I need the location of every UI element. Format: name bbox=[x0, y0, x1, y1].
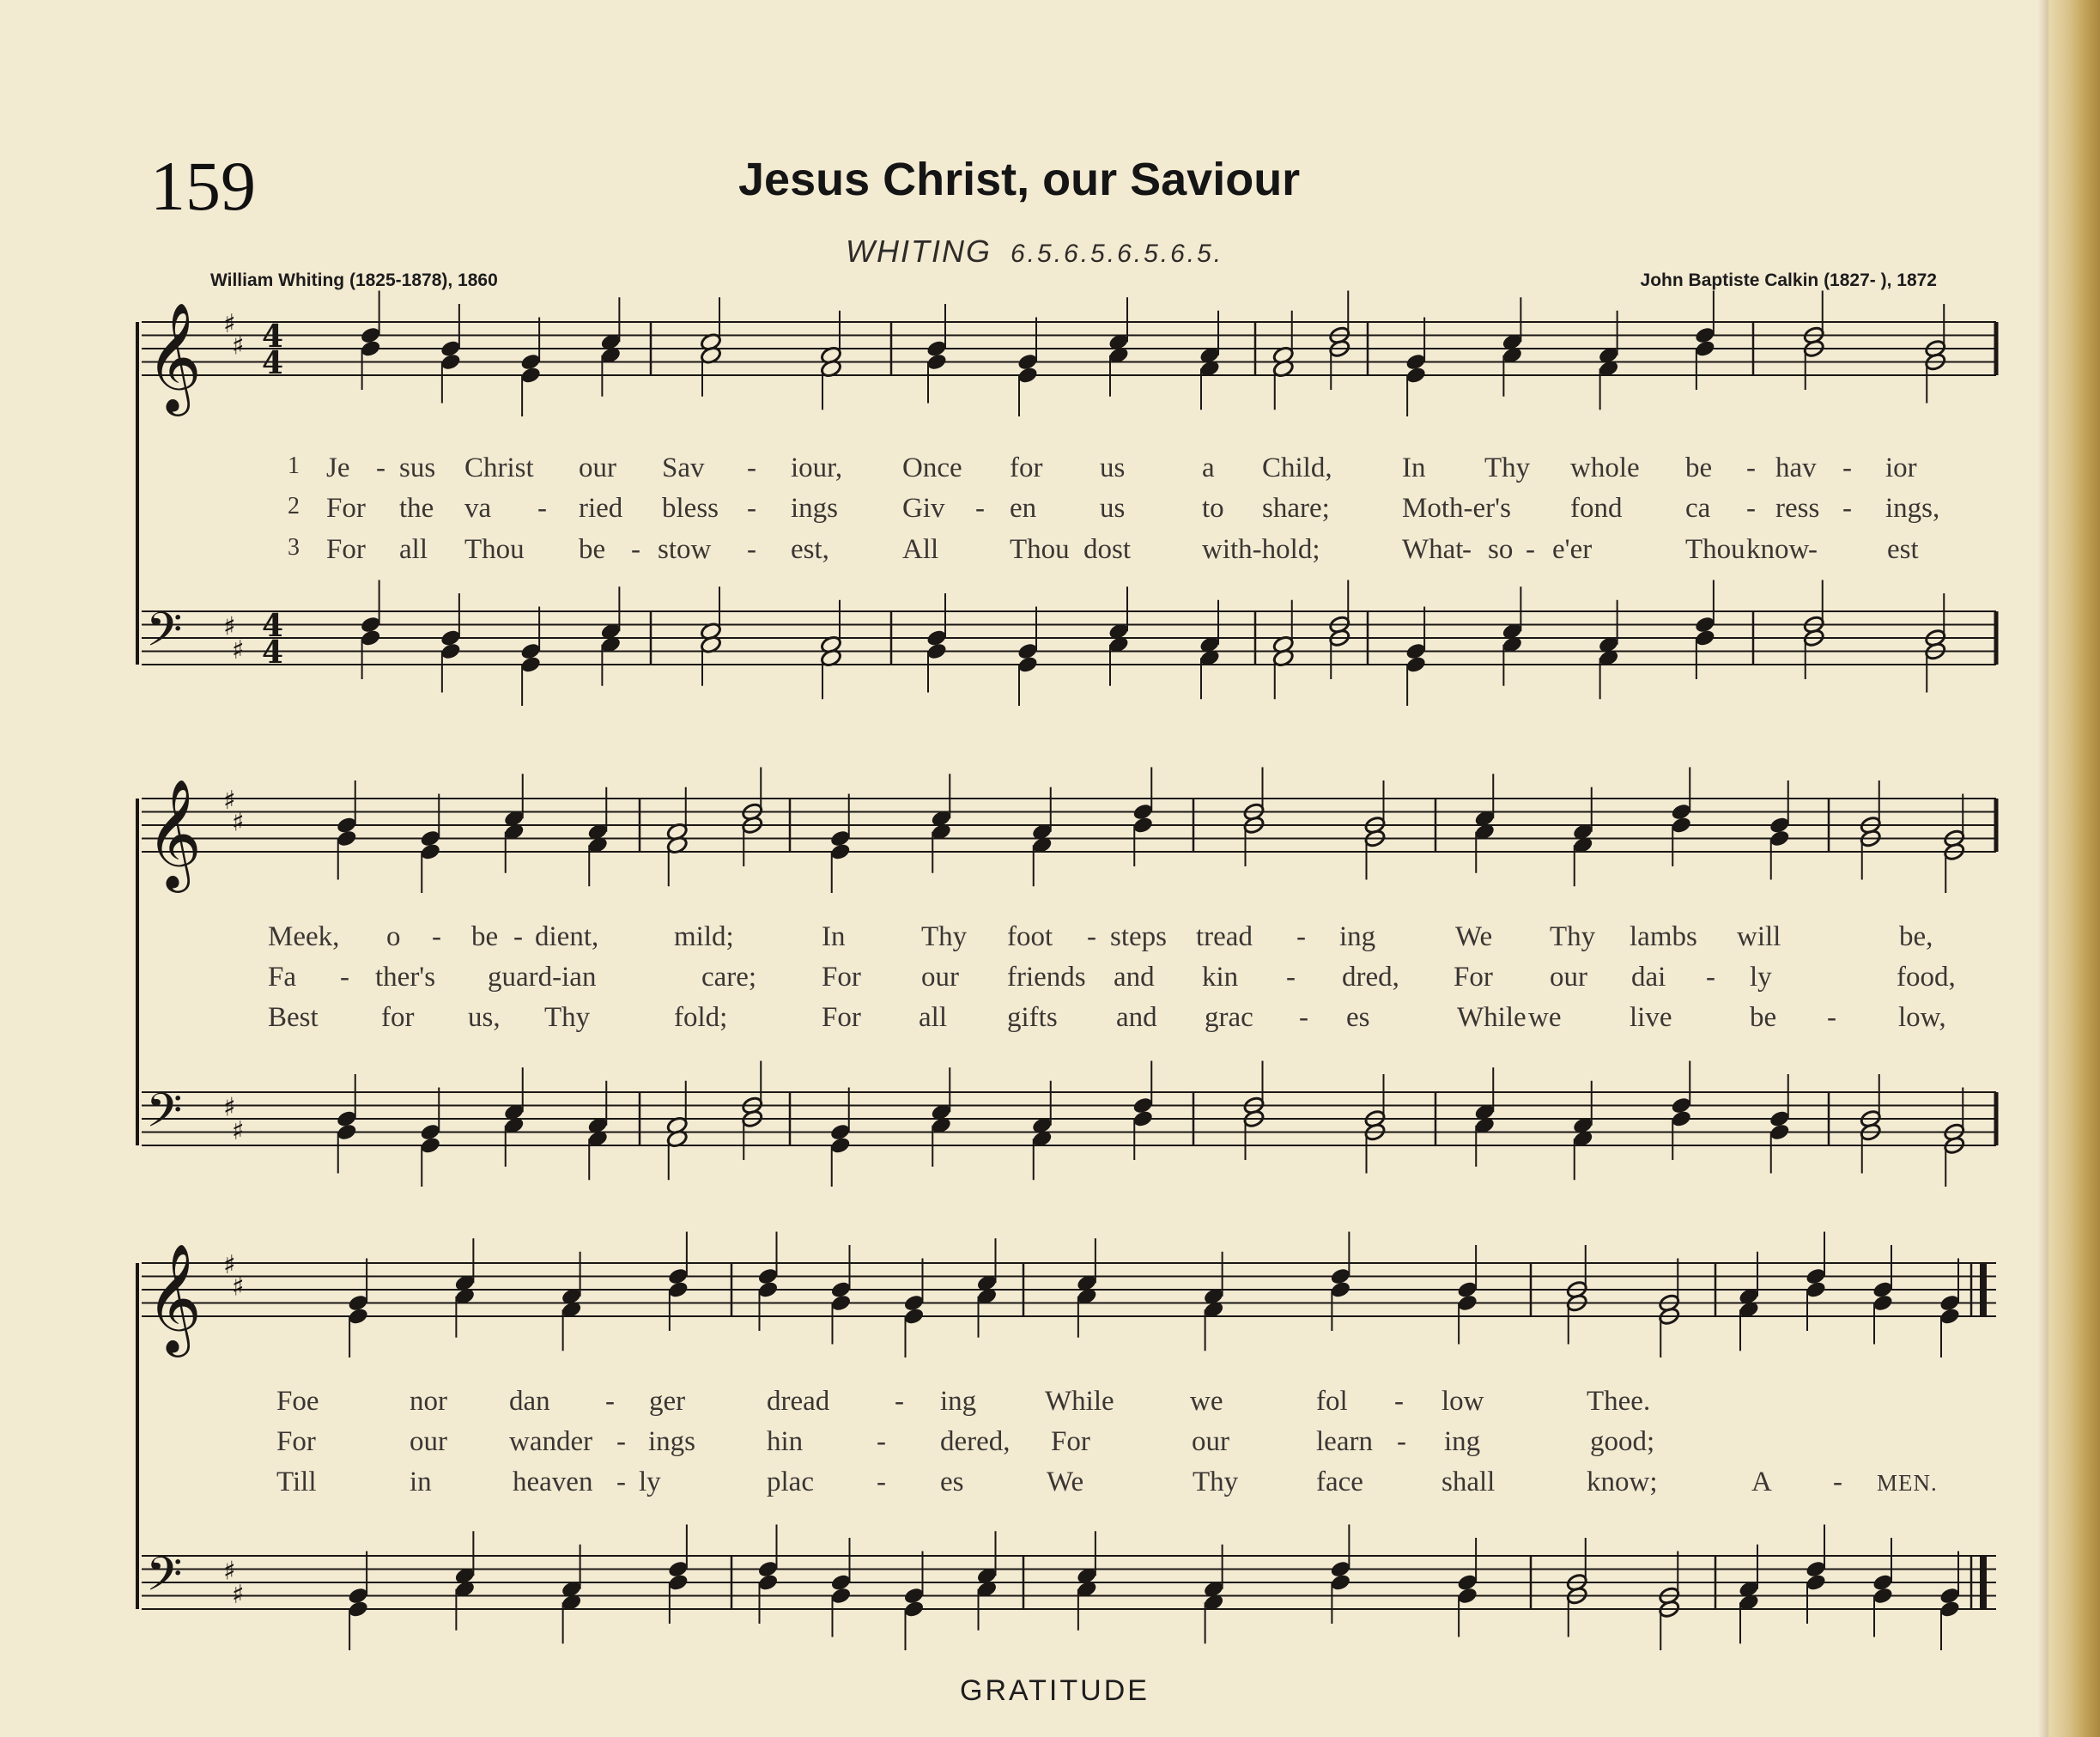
lyric-syllable: - bbox=[747, 493, 756, 524]
lyric-syllable: Foe bbox=[276, 1386, 319, 1417]
lyric-syllable: In bbox=[1402, 452, 1426, 483]
lyric-syllable: - bbox=[432, 921, 441, 952]
lyric-syllable: fold; bbox=[674, 1002, 728, 1033]
lyric-syllable: Thy bbox=[544, 1002, 591, 1033]
lyric-syllable: so bbox=[1488, 534, 1514, 565]
lyric-syllable: fond bbox=[1570, 493, 1623, 524]
lyric-syllable: - bbox=[1296, 921, 1306, 952]
lyric-syllable: Thou bbox=[1010, 534, 1070, 565]
verse-line bbox=[0, 1426, 2100, 1461]
bass-clef-icon: 𝄢 bbox=[146, 1546, 183, 1613]
lyric-syllable: Thou bbox=[464, 534, 525, 565]
lyric-syllable: Christ bbox=[464, 452, 534, 483]
verse-line bbox=[0, 962, 2100, 996]
verse-line bbox=[0, 1467, 2100, 1501]
lyric-syllable: Till bbox=[276, 1467, 317, 1497]
lyric-syllable: In bbox=[822, 921, 846, 952]
lyric-syllable: Thee. bbox=[1587, 1386, 1651, 1417]
lyric-syllable: Thy bbox=[1193, 1467, 1239, 1497]
footer-topic: GRATITUDE bbox=[960, 1674, 1150, 1707]
sharp-icon: ♯ bbox=[223, 1556, 236, 1587]
lyric-syllable: hin bbox=[767, 1426, 804, 1457]
lyric-syllable: we bbox=[1190, 1386, 1223, 1417]
lyric-syllable: Thy bbox=[921, 921, 968, 952]
lyric-syllable: Thou bbox=[1685, 534, 1745, 565]
lyric-syllable: friends bbox=[1007, 962, 1086, 993]
lyric-syllable: lambs bbox=[1630, 921, 1697, 952]
sharp-icon: ♯ bbox=[232, 331, 245, 361]
lyric-syllable: - bbox=[1808, 534, 1818, 565]
lyric-syllable: foot bbox=[1007, 921, 1053, 952]
lyric-syllable: fol bbox=[1316, 1386, 1348, 1417]
treble-clef-icon: 𝄞 bbox=[146, 778, 203, 888]
time-signature: 4 bbox=[262, 345, 284, 381]
lyric-syllable: our bbox=[579, 452, 616, 483]
bass-clef-icon: 𝄢 bbox=[146, 1083, 183, 1150]
lyric-syllable: us bbox=[1100, 493, 1126, 524]
lyric-syllable: will bbox=[1737, 921, 1781, 952]
lyric-syllable: we bbox=[1528, 1002, 1562, 1033]
lyric-syllable: Je bbox=[326, 452, 350, 483]
lyric-syllable: - bbox=[1706, 962, 1715, 993]
lyric-syllable: dred, bbox=[1342, 962, 1399, 993]
lyric-syllable: - bbox=[1087, 921, 1096, 952]
lyric-syllable: with-hold; bbox=[1202, 534, 1320, 565]
verse-line bbox=[0, 1002, 2100, 1036]
lyric-syllable: hav bbox=[1775, 452, 1817, 483]
lyric-syllable: to bbox=[1202, 493, 1224, 524]
lyric-syllable: dered, bbox=[940, 1426, 1011, 1457]
verse-number: 2 bbox=[288, 493, 300, 519]
lyric-syllable: low bbox=[1441, 1386, 1484, 1417]
lyric-syllable: learn bbox=[1316, 1426, 1373, 1457]
lyric-syllable: es bbox=[940, 1467, 964, 1497]
lyric-syllable: food, bbox=[1897, 962, 1956, 993]
lyric-syllable: - bbox=[376, 452, 385, 483]
lyric-syllable: va bbox=[464, 493, 492, 524]
sharp-icon: ♯ bbox=[232, 807, 245, 838]
lyric-syllable: o bbox=[386, 921, 401, 952]
lyric-syllable: - bbox=[1842, 452, 1852, 483]
lyric-syllable: ca bbox=[1685, 493, 1711, 524]
sharp-icon: ♯ bbox=[223, 786, 236, 816]
lyric-syllable: Child, bbox=[1262, 452, 1332, 483]
lyric-syllable: - bbox=[1394, 1386, 1404, 1417]
lyric-syllable: wander bbox=[509, 1426, 593, 1457]
verse-line bbox=[0, 534, 2100, 568]
lyric-syllable: ly bbox=[639, 1467, 661, 1497]
lyric-syllable: ing bbox=[940, 1386, 977, 1417]
time-signature: 4 bbox=[262, 635, 284, 671]
lyric-syllable: - bbox=[1462, 534, 1472, 565]
lyric-syllable: - bbox=[1842, 493, 1852, 524]
lyric-syllable: Giv bbox=[902, 493, 945, 524]
lyric-syllable: Best bbox=[268, 1002, 319, 1033]
lyric-syllable: - bbox=[895, 1386, 904, 1417]
lyric-syllable: for bbox=[1010, 452, 1043, 483]
lyric-syllable: - bbox=[877, 1467, 886, 1497]
lyric-syllable: All bbox=[902, 534, 939, 565]
lyric-syllable: - bbox=[340, 962, 349, 993]
lyric-syllable: share; bbox=[1262, 493, 1330, 524]
lyric-syllable: Thy bbox=[1484, 452, 1531, 483]
lyric-syllable: For bbox=[1454, 962, 1493, 993]
lyric-syllable: ther's bbox=[375, 962, 436, 993]
sharp-icon: ♯ bbox=[223, 1250, 236, 1280]
lyric-syllable: ing bbox=[1444, 1426, 1481, 1457]
lyric-syllable: be bbox=[579, 534, 606, 565]
lyric-syllable: heaven bbox=[513, 1467, 593, 1497]
composer-credit: John Baptiste Calkin (1827- ), 1872 bbox=[1640, 270, 1937, 290]
lyric-syllable: - bbox=[631, 534, 640, 565]
lyric-syllable: gifts bbox=[1007, 1002, 1058, 1033]
lyric-syllable: be bbox=[1750, 1002, 1777, 1033]
lyric-syllable: - bbox=[1299, 1002, 1308, 1033]
lyric-syllable: be bbox=[1685, 452, 1713, 483]
lyric-syllable: What bbox=[1402, 534, 1464, 565]
lyric-syllable: Thy bbox=[1550, 921, 1596, 952]
lyric-syllable: dient, bbox=[535, 921, 599, 952]
lyric-syllable: - bbox=[747, 534, 756, 565]
verse-number: 3 bbox=[288, 534, 300, 561]
verse-line bbox=[0, 493, 2100, 527]
lyric-syllable: Fa bbox=[268, 962, 296, 993]
verse-line bbox=[0, 452, 2100, 487]
lyric-syllable: the bbox=[399, 493, 434, 524]
lyric-syllable: face bbox=[1316, 1467, 1363, 1497]
lyric-syllable: Once bbox=[902, 452, 962, 483]
lyric-syllable: MEN. bbox=[1877, 1470, 1938, 1496]
tune-name: WHITING bbox=[846, 234, 992, 269]
lyric-syllable: tread bbox=[1196, 921, 1253, 952]
lyric-syllable: mild; bbox=[674, 921, 734, 952]
hymn-number: 159 bbox=[150, 147, 256, 225]
lyric-syllable: - bbox=[1746, 493, 1756, 524]
lyric-syllable: in bbox=[410, 1467, 432, 1497]
lyric-syllable: grac bbox=[1205, 1002, 1253, 1033]
lyric-syllable: We bbox=[1047, 1467, 1084, 1497]
lyric-syllable: - bbox=[1833, 1467, 1842, 1497]
sharp-icon: ♯ bbox=[232, 1115, 245, 1146]
lyric-syllable: For bbox=[276, 1426, 316, 1457]
lyric-syllable: us, bbox=[468, 1002, 501, 1033]
lyric-syllable: es bbox=[1346, 1002, 1370, 1033]
lyric-syllable: ings bbox=[648, 1426, 696, 1457]
lyric-syllable: Moth-er's bbox=[1402, 493, 1511, 524]
sharp-icon: ♯ bbox=[232, 1579, 245, 1610]
lyric-syllable: ings, bbox=[1885, 493, 1940, 524]
lyric-syllable: dost bbox=[1083, 534, 1132, 565]
lyric-syllable: our bbox=[410, 1426, 447, 1457]
lyric-syllable: A bbox=[1751, 1467, 1772, 1497]
lyric-syllable: shall bbox=[1441, 1467, 1496, 1497]
lyric-syllable: ried bbox=[579, 493, 623, 524]
lyric-syllable: a bbox=[1202, 452, 1215, 483]
lyric-syllable: our bbox=[1550, 962, 1587, 993]
lyric-syllable: steps bbox=[1110, 921, 1167, 952]
bass-clef-icon: 𝄢 bbox=[146, 602, 183, 669]
lyric-syllable: ly bbox=[1750, 962, 1772, 993]
author-credit: William Whiting (1825-1878), 1860 bbox=[210, 270, 498, 290]
lyric-syllable: all bbox=[399, 534, 428, 565]
sharp-icon: ♯ bbox=[223, 309, 236, 339]
lyric-syllable: - bbox=[616, 1467, 626, 1497]
lyric-syllable: stow bbox=[658, 534, 712, 565]
lyric-syllable: our bbox=[921, 962, 959, 993]
lyric-syllable: iour, bbox=[791, 452, 843, 483]
lyric-syllable: bless bbox=[662, 493, 719, 524]
lyric-syllable: nor bbox=[410, 1386, 447, 1417]
lyric-syllable: for bbox=[381, 1002, 415, 1033]
lyric-syllable: We bbox=[1455, 921, 1493, 952]
lyric-syllable: be, bbox=[1899, 921, 1933, 952]
lyric-syllable: our bbox=[1192, 1426, 1229, 1457]
lyric-syllable: For bbox=[822, 1002, 861, 1033]
lyric-syllable: - bbox=[537, 493, 547, 524]
lyric-syllable: kin bbox=[1202, 962, 1239, 993]
verse-number: 1 bbox=[288, 452, 300, 479]
lyric-syllable: ger bbox=[649, 1386, 686, 1417]
lyric-syllable: all bbox=[919, 1002, 947, 1033]
sharp-icon: ♯ bbox=[232, 1272, 245, 1303]
lyric-syllable: be bbox=[471, 921, 499, 952]
lyric-syllable: dread bbox=[767, 1386, 830, 1417]
lyric-syllable: Meek, bbox=[268, 921, 340, 952]
lyric-syllable: whole bbox=[1570, 452, 1640, 483]
lyric-syllable: For bbox=[326, 493, 366, 524]
lyric-syllable: ings bbox=[791, 493, 839, 524]
lyric-syllable: know; bbox=[1587, 1467, 1658, 1497]
sharp-icon: ♯ bbox=[223, 1092, 236, 1123]
lyric-syllable: know bbox=[1746, 534, 1810, 565]
lyric-syllable: ing bbox=[1339, 921, 1376, 952]
lyric-syllable: ress bbox=[1775, 493, 1820, 524]
lyric-syllable: - bbox=[1827, 1002, 1836, 1033]
sharp-icon: ♯ bbox=[232, 635, 245, 665]
lyric-syllable: While bbox=[1045, 1386, 1114, 1417]
lyric-syllable: ior bbox=[1885, 452, 1917, 483]
lyric-syllable: plac bbox=[767, 1467, 814, 1497]
time-signature: 4 bbox=[262, 608, 284, 644]
lyric-syllable: and bbox=[1114, 962, 1155, 993]
lyric-syllable: For bbox=[822, 962, 861, 993]
treble-clef-icon: 𝄞 bbox=[146, 301, 203, 411]
lyric-syllable: e'er bbox=[1552, 534, 1593, 565]
lyric-syllable: est, bbox=[791, 534, 829, 565]
lyric-syllable: - bbox=[1526, 534, 1535, 565]
time-signature: 4 bbox=[262, 319, 284, 355]
lyric-syllable: - bbox=[1286, 962, 1296, 993]
lyric-syllable: While bbox=[1457, 1002, 1526, 1033]
lyric-syllable: us bbox=[1100, 452, 1126, 483]
lyric-syllable: For bbox=[1051, 1426, 1090, 1457]
lyric-syllable: care; bbox=[701, 962, 757, 993]
lyric-syllable: - bbox=[1397, 1426, 1406, 1457]
verse-line bbox=[0, 921, 2100, 956]
lyric-syllable: dan bbox=[509, 1386, 550, 1417]
lyric-syllable: - bbox=[513, 921, 523, 952]
lyric-syllable: Sav bbox=[662, 452, 705, 483]
lyric-syllable: - bbox=[877, 1426, 886, 1457]
lyric-syllable: and bbox=[1116, 1002, 1157, 1033]
lyric-syllable: For bbox=[326, 534, 366, 565]
lyric-syllable: est bbox=[1887, 534, 1919, 565]
verse-line bbox=[0, 1386, 2100, 1420]
sharp-icon: ♯ bbox=[223, 611, 236, 642]
lyric-syllable: guard-ian bbox=[488, 962, 597, 993]
lyric-syllable: sus bbox=[399, 452, 436, 483]
lyric-syllable: - bbox=[605, 1386, 615, 1417]
lyric-syllable: - bbox=[1746, 452, 1756, 483]
treble-clef-icon: 𝄞 bbox=[146, 1242, 203, 1352]
lyric-syllable: en bbox=[1010, 493, 1037, 524]
lyric-syllable: - bbox=[747, 452, 756, 483]
lyric-syllable: - bbox=[975, 493, 985, 524]
lyric-syllable: good; bbox=[1590, 1426, 1655, 1457]
lyric-syllable: live bbox=[1630, 1002, 1672, 1033]
lyric-syllable: dai bbox=[1631, 962, 1666, 993]
tune-meter: 6.5.6.5.6.5.6.5. bbox=[1010, 240, 1224, 268]
lyric-syllable: - bbox=[616, 1426, 626, 1457]
lyric-syllable: low, bbox=[1898, 1002, 1946, 1033]
hymn-title: Jesus Christ, our Saviour bbox=[738, 154, 1301, 205]
